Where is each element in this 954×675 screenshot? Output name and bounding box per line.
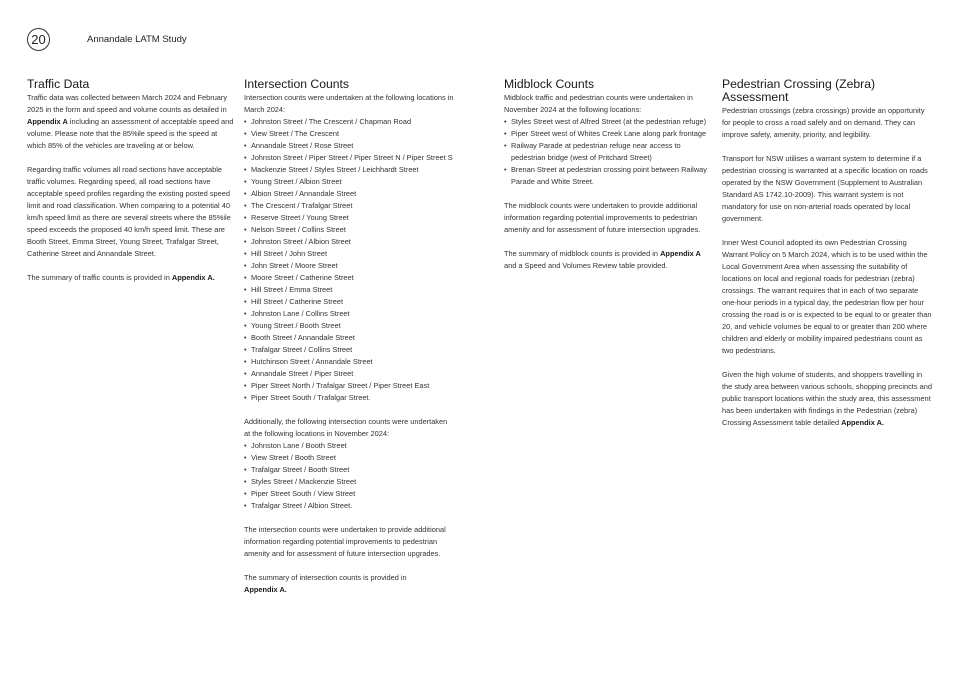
list-item: • Trafalgar Street / Collins Street [244,344,454,356]
list-item: • Railway Parade at pedestrian refuge near access to pedestrian bridge (west of Pritchard Street) [504,140,714,164]
midblock-counts-heading: Midblock Counts [504,77,595,91]
appendix-reference: Appendix A. [841,418,884,427]
list-item: • Hutchinson Street / Annandale Street [244,356,454,368]
list-item: • Annandale Street / Piper Street [244,368,454,380]
list-item: • Johnston Street / Piper Street / Piper Street N / Piper Street S [244,152,454,164]
list-item: • Brenan Street at pedestrian crossing point between Railway Parade and White Street. [504,164,714,188]
pedestrian-paragraph-2: Transport for NSW utilises a warrant system to determine if a pedestrian crossing is warranted at a specific location on roads operated by the NSW Government (Supplement to Australian Standard AS 1742.10-2009). This warrant system is not mandatory for use on non-arterial roads operated by local government. [722,154,928,223]
appendix-reference: Appendix A [27,117,68,126]
page-number: 20 [27,28,50,51]
list-item: • Johnston Lane / Collins Street [244,308,454,320]
list-item: • Piper Street west of Whites Creek Lane along park frontage [504,128,714,140]
list-item: • Hill Street / Emma Street [244,284,454,296]
march-intersection-list [244,116,454,404]
list-item: • Hill Street / Catherine Street [244,296,454,308]
list-item: • Nelson Street / Collins Street [244,224,454,236]
intersection-counts-section [244,78,454,596]
pedestrian-paragraph-3: Inner West Council adopted its own Pedestrian Crossing Warrant Policy on 5 March 2024, which is to be used within the Local Government Area when assessing the suitability of locations on local and regional roads for pedestrian (zebra) crossings. The warrant requires that in each of two separate one-hour periods in a typical day, the pedestrian flow per hour crossing the road is or is expected to be equal to or greater than 20, and vehicle volumes be equal to or greater than 200 where children and elderly or mobility impaired pedestrians count as two pedestrians. [722,238,932,355]
midblock-summary: The summary of midblock counts is provided in Appendix A and a Speed and Volumes Review table provided. [504,249,701,270]
pedestrian-crossing-section [722,78,932,429]
list-item: • Annandale Street / Rose Street [244,140,454,152]
intersection-intro: Intersection counts were undertaken at the following locations in March 2024: [244,93,454,114]
pedestrian-paragraph-1: Pedestrian crossings (zebra crossings) provide an opportunity for people to cross a road safely and on demand. They can improve safety, amenity, priority, and legibility. [722,106,925,139]
intersection-additional: Additionally, the following intersection counts were undertaken at the following locations in November 2024: [244,417,448,438]
list-item: • John Street / Moore Street [244,260,454,272]
list-item: • Styles Street / Mackenzie Street [244,476,454,488]
list-item: • Moore Street / Catherine Street [244,272,454,284]
list-item: • Piper Street North / Trafalgar Street / Piper Street East [244,380,454,392]
list-item: • Albion Street / Annandale Street [244,188,454,200]
november-intersection-list [244,440,454,512]
pedestrian-crossing-heading: Pedestrian Crossing (Zebra) Assessment [722,77,876,104]
pedestrian-paragraph-4: Given the high volume of students, and shoppers travelling in the study area between various schools, shopping precincts and public transport locations within the study area, this assessment has been undertaken with findings in the Pedestrian (zebra) Crossing Assessment table detailed Appendix A. [722,370,932,427]
traffic-paragraph-2: Regarding traffic volumes all road sections have acceptable traffic volumes. Regarding speed, all road sections have acceptable speed profiles regarding the existing posted speed limit and road classification. When comparing to a potential 40 km/h speed limit as there are several streets where the 85%ile speed exceeds the proposed 40 km/h speed limit. These are Booth Street, Emma Street, Young Street, Trafalgar Street, Catherine Street and Annandale Street. [27,165,231,258]
midblock-counts-section [504,78,714,272]
list-item: • The Crescent / Trafalgar Street [244,200,454,212]
list-item: • Trafalgar Street / Albion Street. [244,500,454,512]
list-item: • Young Street / Booth Street [244,320,454,332]
intersection-counts-heading: Intersection Counts [244,77,350,91]
list-item: • Reserve Street / Young Street [244,212,454,224]
list-item: • Styles Street west of Alfred Street (at the pedestrian refuge) [504,116,714,128]
list-item: • Johnston Lane / Booth Street [244,440,454,452]
list-item: • Johnston Street / The Crescent / Chapman Road [244,116,454,128]
document-title: Annandale LATM Study [87,34,187,45]
list-item: • Trafalgar Street / Booth Street [244,464,454,476]
list-item: • Piper Street South / View Street [244,488,454,500]
midblock-list [504,116,714,188]
midblock-intro: Midblock traffic and pedestrian counts were undertaken in November 2024 at the following locations: [504,93,693,114]
intersection-summary: The summary of intersection counts is provided in Appendix A. [244,573,407,594]
traffic-data-section [27,78,237,284]
traffic-data-heading: Traffic Data [27,77,90,91]
list-item: • Piper Street South / Trafalgar Street. [244,392,454,404]
list-item: • Young Street / Albion Street [244,176,454,188]
appendix-reference: Appendix A. [171,273,215,282]
traffic-summary: The summary of traffic counts is provided in Appendix A. [27,273,215,282]
appendix-reference: Appendix A. [244,585,287,594]
list-item: • Booth Street / Annandale Street [244,332,454,344]
list-item: • View Street / Booth Street [244,452,454,464]
traffic-paragraph-1: Traffic data was collected between March 2024 and February 2025 in the form and speed and volume counts as detailed in Appendix A including an assessment of acceptable speed and volume. Please note that the 85%ile speed is the speed at which 85% of the vehicles are traveling at or below. [27,93,234,150]
list-item: • Johnston Street / Albion Street [244,236,454,248]
midblock-purpose: The midblock counts were undertaken to provide additional information regarding potential improvements to pedestrian amenity and for assessment of future intersection upgrades. [504,201,701,234]
list-item: • View Street / The Crescent [244,128,454,140]
intersection-purpose: The intersection counts were undertaken to provide additional information regarding potential improvements to pedestrian amenity and for assessment of future intersection upgrades. [244,525,446,558]
list-item: • Mackenzie Street / Styles Street / Leichhardt Street [244,164,454,176]
appendix-reference: Appendix A [660,249,701,258]
list-item: • Hill Street / John Street [244,248,454,260]
